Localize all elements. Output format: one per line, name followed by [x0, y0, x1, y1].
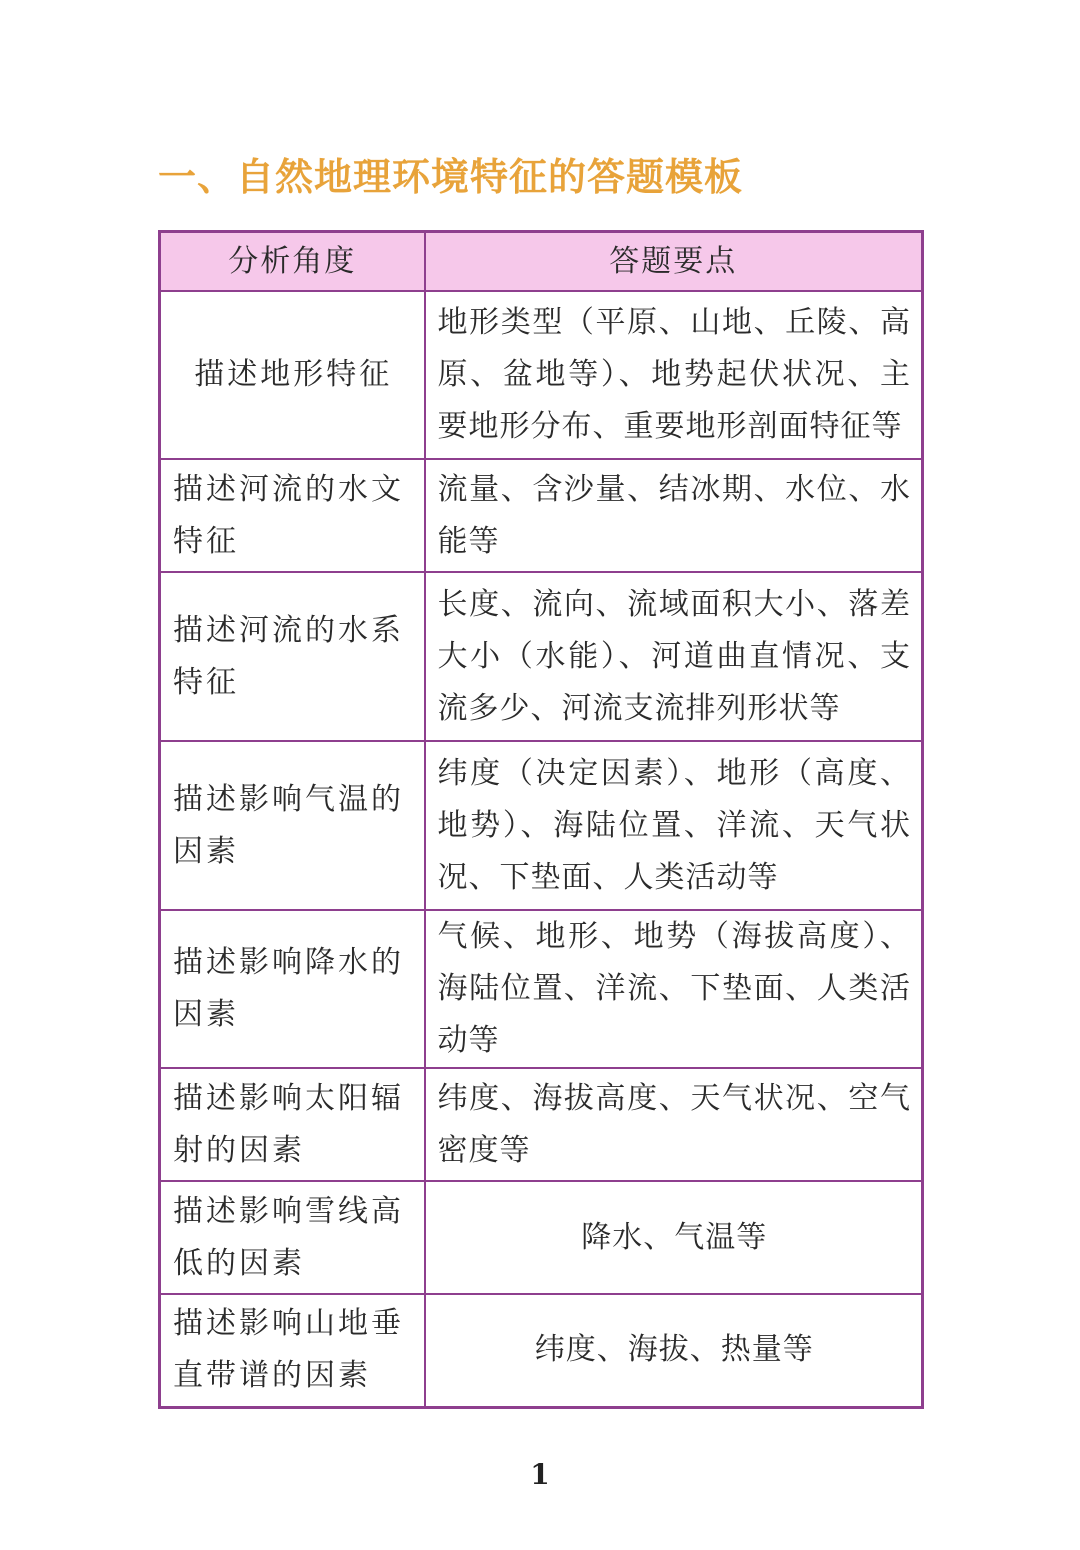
answer-template-table [158, 230, 924, 1409]
row-points: 流量、含沙量、结冰期、水位、水能等 [425, 459, 923, 572]
row-points: 纬度（决定因素）、地形（高度、地势）、海陆位置、洋流、天气状况、下垫面、人类活动等 [425, 741, 923, 910]
row-points: 长度、流向、流域面积大小、落差大小（水能）、河道曲直情况、支流多少、河流支流排列形状等 [425, 572, 923, 741]
table-row [160, 291, 923, 459]
row-aspect: 描述影响太阳辐射的因素 [160, 1068, 425, 1181]
row-points: 气候、地形、地势（海拔高度）、海陆位置、洋流、下垫面、人类活动等 [425, 910, 923, 1068]
row-points: 纬度、海拔高度、天气状况、空气密度等 [425, 1068, 923, 1181]
row-aspect: 描述河流的水系特征 [160, 572, 425, 741]
table-row [160, 1181, 923, 1294]
row-aspect: 描述影响降水的因素 [160, 910, 425, 1068]
header-aspect: 分析角度 [160, 232, 425, 292]
row-aspect: 描述影响山地垂直带谱的因素 [160, 1294, 425, 1407]
row-aspect: 描述影响雪线高低的因素 [160, 1181, 425, 1294]
table-row [160, 910, 923, 1068]
table-row [160, 1294, 923, 1407]
row-aspect: 描述地形特征 [160, 291, 425, 459]
table-row [160, 459, 923, 572]
row-points: 纬度、海拔、热量等 [425, 1294, 923, 1407]
table-row [160, 741, 923, 910]
header-points: 答题要点 [425, 232, 923, 292]
row-aspect: 描述影响气温的因素 [160, 741, 425, 910]
row-points: 降水、气温等 [425, 1181, 923, 1294]
page-number: 1 [530, 1458, 550, 1491]
table-row [160, 1068, 923, 1181]
table-row [160, 572, 923, 741]
row-points: 地形类型（平原、山地、丘陵、高原、盆地等）、地势起伏状况、主要地形分布、重要地形剖面特征等 [425, 291, 923, 459]
section-title: 一、自然地理环境特征的答题模板 [158, 155, 744, 199]
row-aspect: 描述河流的水文特征 [160, 459, 425, 572]
table-header-row [160, 232, 923, 292]
